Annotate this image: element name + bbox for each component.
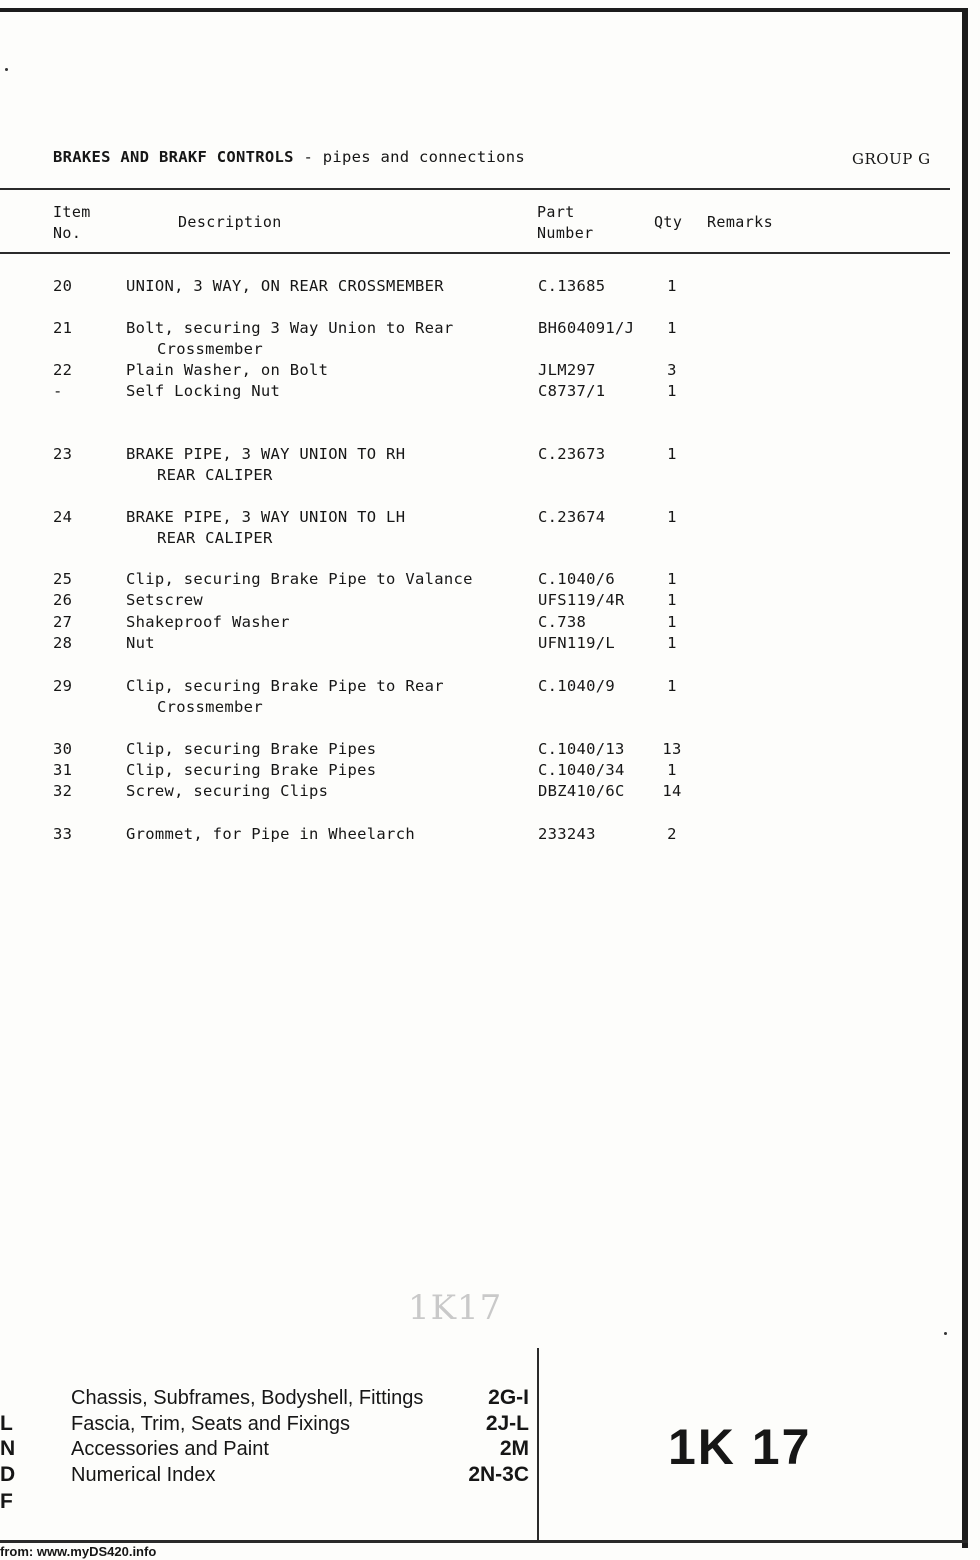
quantity: 1 (667, 591, 677, 609)
group-label: GROUP G (852, 150, 931, 168)
item-number: 24 (53, 508, 73, 526)
part-number: C.23673 (538, 445, 606, 463)
part-number: 233243 (538, 825, 596, 843)
title-caps-2: CONTROLS (216, 148, 294, 166)
table-row-continuation (0, 696, 950, 718)
part-number: DBZ410/6C (538, 782, 625, 800)
item-number: 29 (53, 677, 73, 695)
table-row (0, 443, 950, 465)
col-header-remarks: Remarks (707, 213, 774, 231)
title-rest: - pipes and connections (293, 148, 525, 166)
section-letter: F (0, 1490, 13, 1513)
part-number: C.738 (538, 613, 587, 631)
fiche-number: 1K 17 (668, 1419, 812, 1475)
item-description: Bolt, securing 3 Way Union to Rear (126, 319, 454, 337)
part-number: C8737/1 (538, 382, 606, 400)
section-index-row (0, 1462, 535, 1488)
quantity: 1 (667, 613, 677, 631)
table-row (0, 759, 950, 781)
section-label: Accessories and Paint (71, 1438, 269, 1460)
item-description: Clip, securing Brake Pipes (126, 740, 377, 758)
table-row (0, 317, 950, 339)
table-row (0, 780, 950, 802)
item-description: Screw, securing Clips (126, 782, 329, 800)
section-code: 2N-3C (468, 1463, 529, 1486)
table-row-continuation (0, 338, 950, 360)
item-number: 27 (53, 613, 73, 631)
source-credit: from: www.myDS420.info (0, 1544, 157, 1559)
item-number: 25 (53, 570, 73, 588)
col-header-item-line2: No. (53, 224, 82, 242)
item-description: Setscrew (126, 591, 204, 609)
section-letter: D (0, 1463, 16, 1486)
table-row (0, 823, 950, 845)
item-description: REAR CALIPER (157, 466, 273, 484)
table-row (0, 675, 950, 697)
table-row (0, 359, 950, 381)
part-number: C.1040/13 (538, 740, 625, 758)
part-number: BH604091/J (538, 319, 635, 337)
quantity: 2 (667, 825, 677, 843)
part-number: C.1040/9 (538, 677, 616, 695)
footer-divider (537, 1348, 539, 1543)
section-code: 2M (499, 1437, 529, 1460)
item-number: 31 (53, 761, 73, 779)
page-border-bottom (0, 1540, 968, 1543)
page-border-top (0, 8, 968, 12)
part-number: C.1040/34 (538, 761, 625, 779)
section-index-row (0, 1411, 535, 1437)
table-row (0, 275, 950, 297)
item-number: 22 (53, 361, 73, 379)
col-header-part-line2: Number (537, 224, 594, 242)
col-header-qty: Qty (654, 213, 683, 231)
col-header-part-line1: Part (537, 203, 575, 221)
page-border-right (962, 8, 968, 1548)
faint-stamp: 1K17 (408, 1288, 503, 1328)
item-description: Clip, securing Brake Pipe to Valance (126, 570, 473, 588)
item-description: Self Locking Nut (126, 382, 281, 400)
section-label: Chassis, Subframes, Bodyshell, Fittings (71, 1387, 424, 1409)
part-number: C.13685 (538, 277, 606, 295)
table-row-continuation (0, 464, 950, 486)
quantity: 3 (667, 361, 677, 379)
table-row (0, 506, 950, 528)
quantity: 13 (662, 740, 682, 758)
col-header-description: Description (178, 213, 282, 231)
item-number: 21 (53, 319, 73, 337)
table-row (0, 738, 950, 760)
item-number: 32 (53, 782, 73, 800)
col-header-item-line1: Item (53, 203, 91, 221)
table-row (0, 632, 950, 654)
section-letter: L (0, 1412, 13, 1435)
quantity: 1 (667, 277, 677, 295)
dust-speck (944, 1332, 947, 1335)
quantity: 1 (667, 634, 677, 652)
header-rule-top (0, 188, 950, 190)
item-description: Crossmember (157, 698, 263, 716)
item-description: Clip, securing Brake Pipes (126, 761, 377, 779)
part-number: C.1040/6 (538, 570, 616, 588)
title-caps: BRAKES AND BRAKF (53, 148, 217, 166)
quantity: 1 (667, 570, 677, 588)
quantity: 1 (667, 761, 677, 779)
section-code: 2J-L (485, 1412, 529, 1435)
table-row-continuation (0, 527, 950, 549)
part-number: UFN119/L (538, 634, 616, 652)
section-code: 2G-I (488, 1386, 529, 1409)
part-number: C.23674 (538, 508, 606, 526)
section-label: Numerical Index (71, 1464, 216, 1486)
item-number: 23 (53, 445, 73, 463)
quantity: 1 (667, 382, 677, 400)
col-header-part (537, 202, 594, 244)
quantity: 1 (667, 319, 677, 337)
item-description: Crossmember (157, 340, 263, 358)
item-description: REAR CALIPER (157, 529, 273, 547)
item-number: 20 (53, 277, 73, 295)
section-letter: N (0, 1437, 16, 1460)
item-number: 30 (53, 740, 73, 758)
item-description: Clip, securing Brake Pipe to Rear (126, 677, 444, 695)
section-label: Fascia, Trim, Seats and Fixings (71, 1413, 350, 1435)
item-description: Plain Washer, on Bolt (126, 361, 329, 379)
item-description: UNION, 3 WAY, ON REAR CROSSMEMBER (126, 277, 444, 295)
item-description: BRAKE PIPE, 3 WAY UNION TO RH (126, 445, 406, 463)
item-number: 33 (53, 825, 73, 843)
item-description: BRAKE PIPE, 3 WAY UNION TO LH (126, 508, 406, 526)
item-description: Shakeproof Washer (126, 613, 290, 631)
table-row (0, 589, 950, 611)
table-row (0, 611, 950, 633)
quantity: 14 (662, 782, 682, 800)
header-rule-bottom (0, 252, 950, 254)
item-number: - (53, 382, 63, 400)
table-row (0, 380, 950, 402)
item-number: 26 (53, 591, 73, 609)
dust-speck (5, 68, 8, 71)
quantity: 1 (667, 445, 677, 463)
section-index-row (0, 1436, 535, 1462)
part-number: JLM297 (538, 361, 596, 379)
page-title (53, 148, 525, 166)
quantity: 1 (667, 508, 677, 526)
item-description: Grommet, for Pipe in Wheelarch (126, 825, 415, 843)
quantity: 1 (667, 677, 677, 695)
section-index-row (0, 1489, 535, 1515)
item-number: 28 (53, 634, 73, 652)
table-row (0, 568, 950, 590)
section-index-row (0, 1385, 535, 1411)
item-description: Nut (126, 634, 155, 652)
part-number: UFS119/4R (538, 591, 625, 609)
col-header-item (53, 202, 91, 244)
